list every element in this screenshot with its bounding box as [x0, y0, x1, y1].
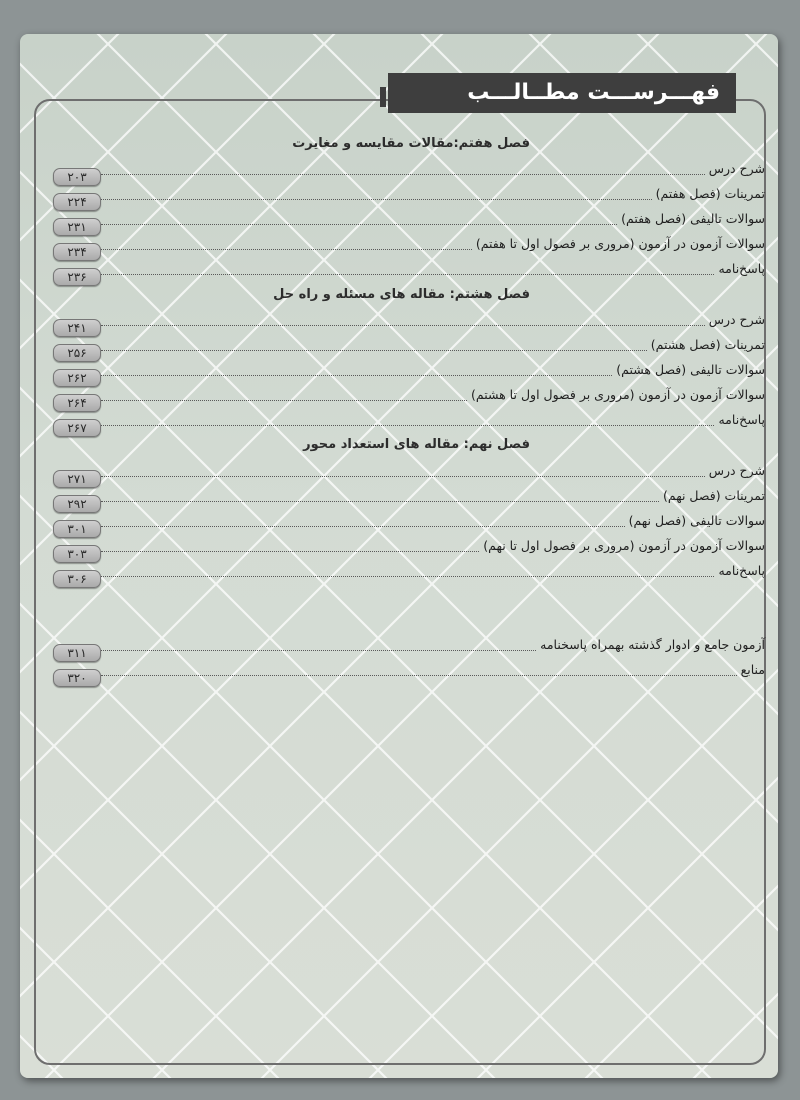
page-number-badge: ۲۹۲	[53, 495, 101, 513]
page-number-badge: ۲۳۶	[53, 268, 101, 286]
entry-label: سوالات تاليفی (فصل هفتم)	[621, 211, 765, 226]
toc-entry[interactable]	[53, 483, 765, 511]
entry-label: شرح درس	[708, 463, 765, 478]
page-title: فهـــرســـت مطــالـــب	[467, 80, 720, 105]
dot-leader	[101, 400, 467, 401]
toc-entry[interactable]	[53, 256, 765, 284]
entry-label: سوالات آزمون در آزمون (مروری بر فصول اول تا هشتم)	[471, 387, 765, 402]
dot-leader	[101, 501, 659, 502]
dot-leader	[101, 325, 705, 326]
page-number-badge: ۲۳۱	[53, 218, 101, 236]
dot-leader	[101, 199, 652, 200]
toc-entry[interactable]	[53, 156, 765, 184]
chapter-heading: فصل نهم: مقاله های استعداد محور	[303, 437, 530, 452]
dot-leader	[101, 174, 705, 175]
toc-entry[interactable]	[53, 657, 765, 685]
toc-entry[interactable]	[53, 508, 765, 536]
entry-label: آزمون جامع و ادوار گذشته بهمراه پاسخنامه	[540, 637, 765, 652]
toc-entry[interactable]	[53, 357, 765, 385]
dot-leader	[101, 350, 647, 351]
dot-leader	[101, 675, 737, 676]
entry-label: شرح درس	[708, 161, 765, 176]
page-number-badge: ۲۶۲	[53, 369, 101, 387]
dot-leader	[101, 249, 472, 250]
toc-entry[interactable]	[53, 231, 765, 259]
dot-leader	[101, 526, 625, 527]
toc-entry[interactable]	[53, 407, 765, 435]
page-number-badge: ۲۳۴	[53, 243, 101, 261]
toc-entry[interactable]	[53, 458, 765, 486]
page-number-badge: ۳۰۳	[53, 545, 101, 563]
entry-label: تمرينات (فصل نهم)	[663, 488, 765, 503]
page-number-badge: ۲۶۴	[53, 394, 101, 412]
page-number-badge: ۲۶۷	[53, 419, 101, 437]
entry-label: پاسخ‌نامه	[718, 563, 765, 578]
entry-label: شرح درس	[708, 312, 765, 327]
toc-entry[interactable]	[53, 533, 765, 561]
chapter-heading: فصل هفتم:مقالات مقايسه و مغايرت	[292, 136, 530, 151]
dot-leader	[101, 375, 612, 376]
entry-label: پاسخ‌نامه	[718, 261, 765, 276]
toc-entry[interactable]	[53, 206, 765, 234]
toc-entry[interactable]	[53, 307, 765, 335]
page-number-badge: ۲۷۱	[53, 470, 101, 488]
page-number-badge: ۲۲۴	[53, 193, 101, 211]
toc-entry[interactable]	[53, 181, 765, 209]
page-number-badge: ۳۰۱	[53, 520, 101, 538]
dot-leader	[101, 576, 714, 577]
dot-leader	[101, 274, 714, 275]
table-of-contents	[20, 34, 778, 1078]
entry-label: سوالات آزمون در آزمون (مروری بر فصول اول تا نهم)	[483, 538, 765, 553]
chapter-heading: فصل هشتم: مقاله های مسئله و راه حل	[273, 287, 530, 302]
entry-label: پاسخ‌نامه	[718, 412, 765, 427]
page-number-badge: ۳۱۱	[53, 644, 101, 662]
toc-entry[interactable]	[53, 332, 765, 360]
entry-label: سوالات تاليفی (فصل هشتم)	[616, 362, 765, 377]
page-number-badge: ۲۵۶	[53, 344, 101, 362]
entry-label: تمرينات (فصل هشتم)	[650, 337, 765, 352]
dot-leader	[101, 476, 705, 477]
toc-entry[interactable]	[53, 558, 765, 586]
dot-leader	[101, 425, 714, 426]
dot-leader	[101, 551, 479, 552]
entry-label: سوالات آزمون در آزمون (مروری بر فصول اول تا هفتم)	[475, 236, 765, 251]
page-number-badge: ۳۰۶	[53, 570, 101, 588]
entry-label: سوالات تاليفی (فصل نهم)	[628, 513, 765, 528]
entry-label: منابع	[740, 662, 765, 677]
page-number-badge: ۳۲۰	[53, 669, 101, 687]
toc-entry[interactable]	[53, 382, 765, 410]
book-page	[20, 34, 778, 1078]
page-number-badge: ۲۰۳	[53, 168, 101, 186]
toc-entry[interactable]	[53, 632, 765, 660]
page-number-badge: ۲۴۱	[53, 319, 101, 337]
entry-label: تمرينات (فصل هفتم)	[655, 186, 765, 201]
dot-leader	[101, 224, 617, 225]
dot-leader	[101, 650, 536, 651]
